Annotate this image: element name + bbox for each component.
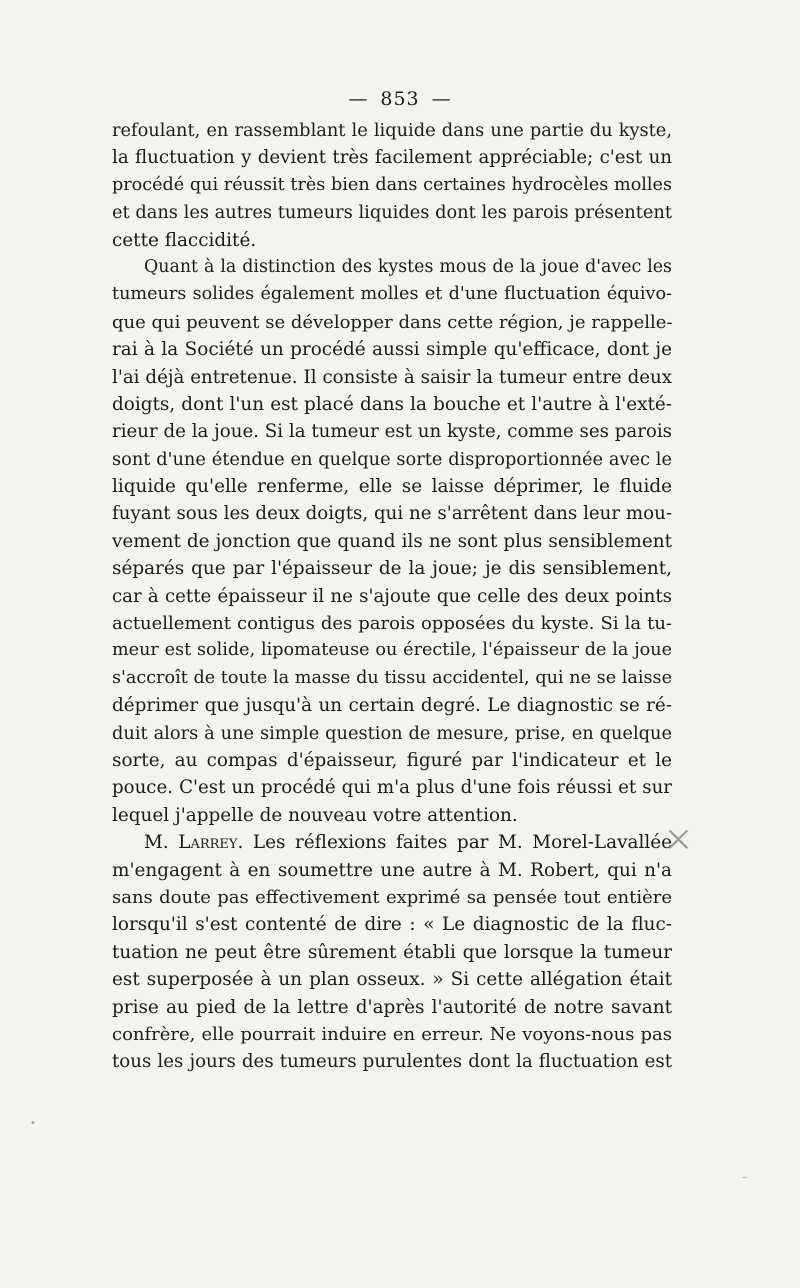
text-line: tumeurs solides également molles et d'une fluctuation équivo- — [112, 284, 672, 305]
text-line: sont d'une étendue en quelque sorte disproportionnée avec le — [112, 448, 672, 470]
body-text — [112, 117, 672, 1076]
text-line: fuyant sous les deux doigts, qui ne s'arrêtent dans leur mou- — [112, 503, 672, 525]
text-line: et dans les autres tumeurs liquides dont les parois présentent — [112, 202, 672, 224]
text-line: duit alors à une simple question de mesure, prise, en quelque — [112, 722, 672, 744]
text-line: déprimer que jusqu'à un certain degré. Le diagnostic se ré- — [112, 695, 672, 717]
text-line: doigts, dont l'un est placé dans la bouche et l'autre à l'exté- — [112, 393, 672, 415]
text-line: tuation ne peut être sûrement établi que lorsque la tumeur — [112, 941, 672, 963]
text-line: car à cette épaisseur il ne s'ajoute que celle des deux points — [112, 585, 672, 607]
text-line: l'ai déjà entretenue. Il consiste à saisir la tumeur entre deux — [112, 366, 672, 388]
text-line: rai à la Société un procédé aussi simple qu'efficace, dont je — [112, 339, 672, 361]
text-line: sans doute pas effectivement exprimé sa pensée tout entière — [112, 886, 672, 908]
text-line: vement de jonction que quand ils ne sont plus sensiblement — [112, 530, 672, 552]
text-line: Quant à la distinction des kystes mous de la joue d'avec les — [144, 256, 672, 277]
text-line: m'engagent à en soumettre une autre à M. Robert, qui n'a — [112, 859, 672, 881]
text-line: est superposée à un plan osseux. » Si cette allégation était — [112, 969, 672, 991]
margin-speck: – — [742, 1172, 747, 1183]
text-line: rieur de la joue. Si la tumeur est un kyste, comme ses parois — [112, 421, 672, 443]
text-line: confrère, elle pourrait induire en erreur. Ne voyons-nous pas — [112, 1023, 672, 1045]
speaker-prefix: M. — [144, 832, 179, 854]
text-line: pouce. C'est un procédé qui m'a plus d'une fois réussi et sur — [112, 777, 672, 799]
text-line: sorte, au compas d'épaisseur, figuré par l'indicateur et le — [112, 749, 672, 771]
text-line: liquide qu'elle renferme, elle se laisse déprimer, le fluide — [112, 476, 672, 498]
text-line: refoulant, en rassemblant le liquide dans une partie du kyste, — [112, 120, 672, 141]
text-line: la fluctuation y devient très facilement appréciable; c'est un — [112, 147, 672, 169]
text-line: lequel j'appelle de nouveau votre attention. — [112, 804, 518, 826]
margin-speck: • — [30, 1118, 36, 1129]
page-number-dash-left: — — [348, 88, 369, 110]
text-line: s'accroît de toute la masse du tissu accidentel, qui ne se laisse — [112, 667, 672, 688]
page-number-dash-right: — — [431, 88, 452, 110]
page-number-value: 853 — [380, 88, 420, 110]
text-line: que qui peuvent se développer dans cette région, je rappelle- — [112, 311, 672, 333]
speaker-line — [112, 829, 672, 856]
margin-mark: ⨉ — [668, 826, 689, 856]
text-line: actuellement contigus des parois opposées du kyste. Si la tu- — [112, 613, 672, 635]
page-number — [0, 88, 800, 110]
text-line: lorsqu'il s'est contenté de dire : « Le diagnostic de la fluc- — [112, 914, 672, 936]
text-line: procédé qui réussit très bien dans certaines hydrocèles molles — [112, 174, 672, 195]
text-line: tous les jours des tumeurs purulentes dont la fluctuation est — [112, 1051, 672, 1073]
speaker-line-rest: . Les réflexions faites par M. Morel-Lavallée — [237, 832, 672, 854]
speaker-name: Larrey — [178, 832, 238, 854]
text-line: prise au pied de la lettre d'après l'autorité de notre savant — [112, 996, 672, 1018]
text-line: meur est solide, lipomateuse ou érectile, l'épaisseur de la joue — [112, 640, 672, 661]
text-line: séparés que par l'épaisseur de la joue; je dis sensiblement, — [112, 558, 672, 580]
text-line: cette flaccidité. — [112, 229, 257, 251]
